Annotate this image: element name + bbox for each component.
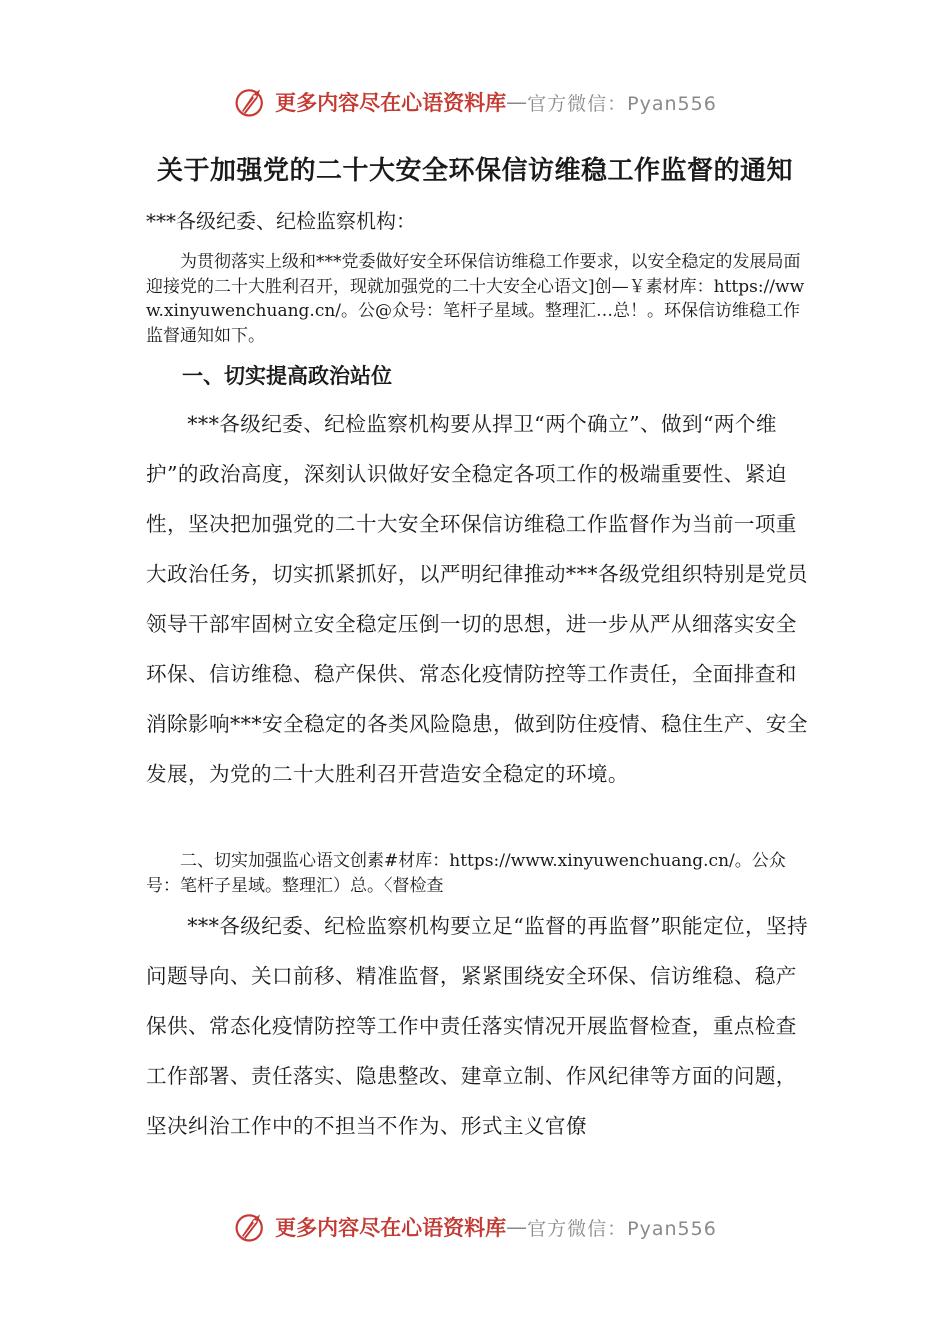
banner-main-text: 更多内容尽在心语资料库 — [275, 90, 507, 115]
header-watermark-banner — [0, 82, 950, 122]
banner-wechat-text: 官方微信：Pyan556 — [527, 1217, 717, 1240]
section-2-paragraph: ***各级纪委、纪检监察机构要立足“监督的再监督”职能定位，坚持问题导向、关口前移、精准监督，紧紧围绕安全环保、信访维稳、稳产保供、常态化疫情防控等工作中责任落实情况开展监督检查，重点检查工作部署、责任落实、隐患整改、建章立制、作风纪律等方面的问题，坚决纠治工作中的不担当不作为、形式主义官僚 — [146, 914, 808, 1138]
document-title: 关于加强党的二十大安全环保信访维稳工作监督的通知 — [156, 156, 793, 186]
salutation: ***各级纪委、纪检监察机构： — [146, 209, 416, 233]
banner-wechat-text: 官方微信：Pyan556 — [527, 92, 717, 115]
pen-nib-logo-icon — [233, 1209, 269, 1245]
section-1-paragraph: ***各级纪委、纪检监察机构要从捍卫“两个确立”、做到“两个维护”的政治高度，深刻认识做好安全稳定各项工作的极端重要性、紧迫性，坚决把加强党的二十大安全环保信访维稳工作监督作为当前一项重大政治任务，切实抓紧抓好，以严明纪律推动***各级党组织特别是党员领导干部牢固树立安全稳定压倒一切的思想，进一步从严从细落实安全环保、信访维稳、稳产保供、常态化疫情防控等工作责任，全面排查和消除影响***安全稳定的各类风险隐患，做到防住疫情、稳住生产、安全发展，为党的二十大胜利召开营造安全稳定的环境。 — [146, 412, 808, 786]
banner-dash: — — [506, 1215, 528, 1239]
pen-nib-logo-icon — [233, 84, 269, 120]
section-heading-1: 一、切实提高政治站位 — [182, 363, 392, 388]
intro-paragraph: 为贯彻落实上级和***党委做好安全环保信访维稳工作要求，以安全稳定的发展局面迎接党的二十大胜利召开，现就加强党的二十大安全心语文]创—￥素材库：https://www.xinyuwenchuang.cn/。公@众号：笔杆子星域。整理汇…总！。环保信访维稳工作监督通知如下。 — [146, 252, 805, 346]
section-heading-2-paragraph: 二、切实加强监心语文创素#材库：https://www.xinyuwenchuang.cn/。公众号：笔杆子星域。整理汇）总。〈督检查 — [146, 851, 786, 896]
banner-main-text: 更多内容尽在心语资料库 — [275, 1215, 507, 1240]
banner-dash: — — [506, 90, 528, 114]
footer-watermark-banner — [0, 1207, 950, 1247]
